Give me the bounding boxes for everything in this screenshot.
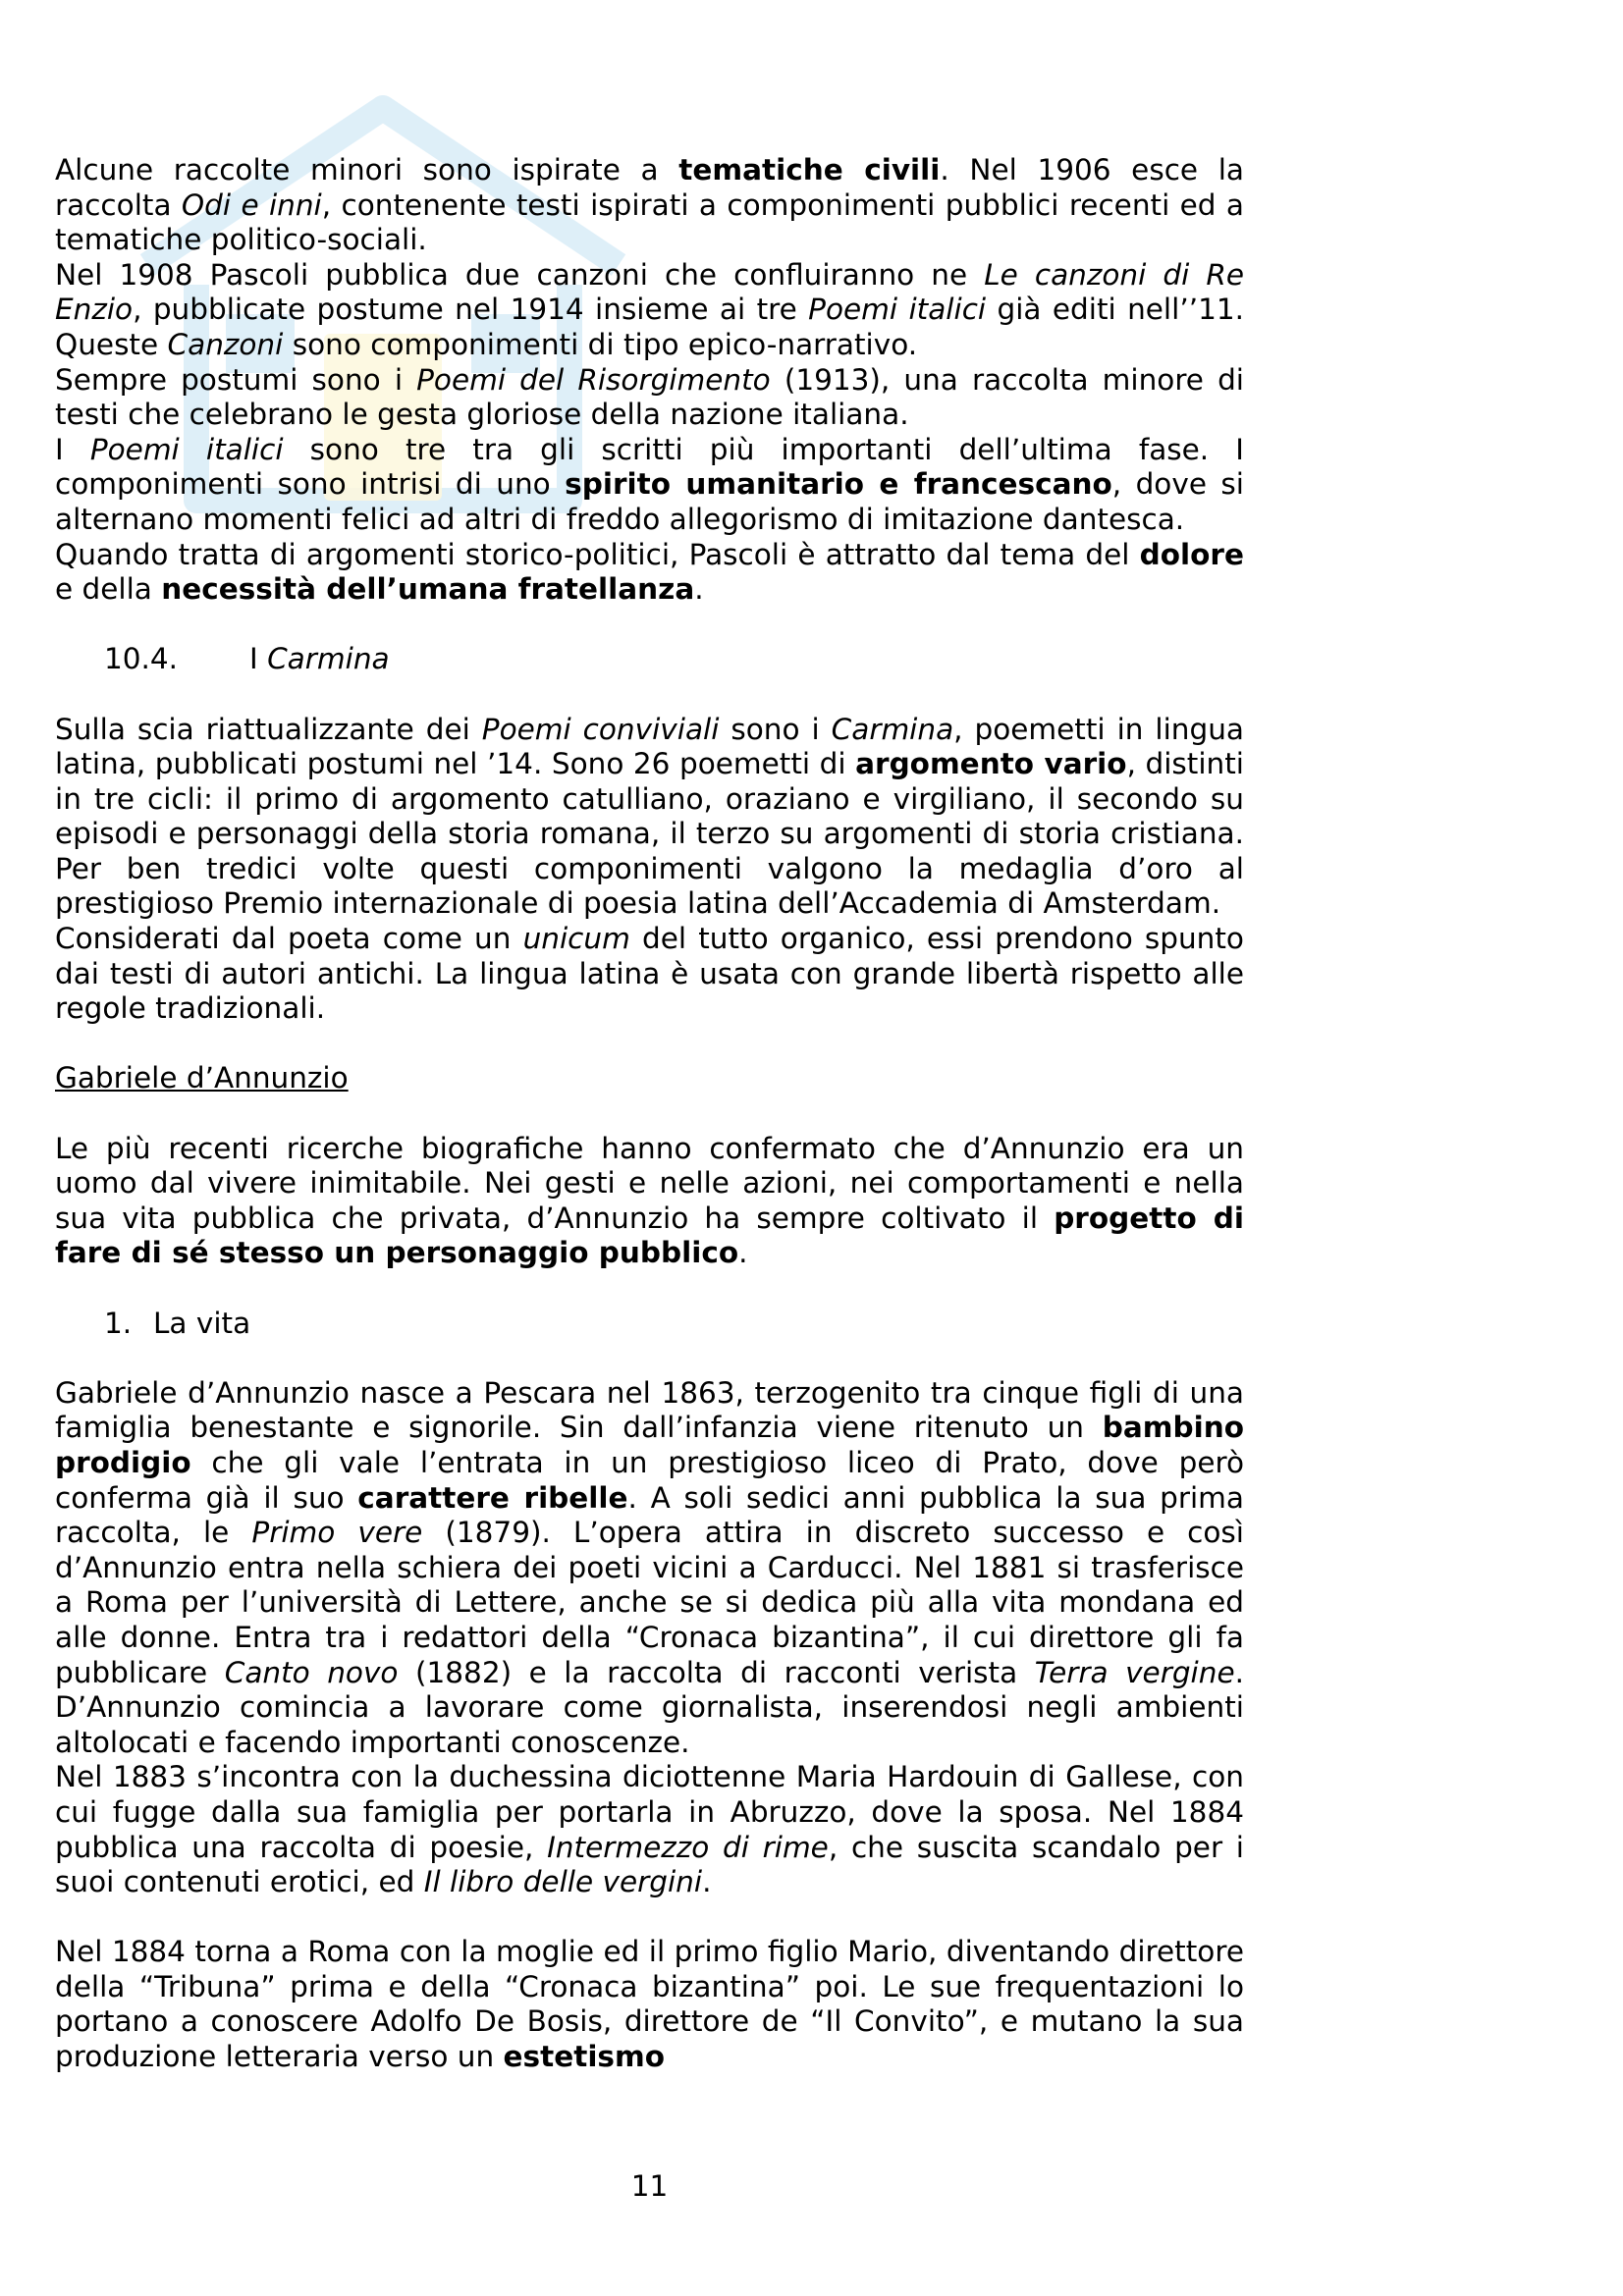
paragraph: I Poemi italici sono tre tra gli scritti più importanti dell’ultima fase. I componimenti sono intrisi di uno spirito umanitario e francescano, dove si alternano momenti felici ad altri di freddo allegorismo di imitazione dantesca. xyxy=(55,432,1244,536)
paragraph: Nel 1908 Pascoli pubblica due canzoni che confluiranno ne Le canzoni di Re Enzio, pubblicate postume nel 1914 insieme ai tre Poemi italici già editi nell’’11. Queste Canzoni sono componimenti di tipo epico-narrativo. xyxy=(55,257,1244,361)
paragraph: Sulla scia riattualizzante dei Poemi conviviali sono i Carmina, poemetti in lingua latina, pubblicati postumi nel ’14. Sono 26 poemetti di argomento vario, distinti in tre cicli: il primo di argomento catulliano, oraziano e virgiliano, il secondo su episodi e personaggi della storia romana, il terzo su argomenti di storia cristiana. Per ben tredici volte questi componimenti valgono la medaglia d’oro al prestigioso Premio internazionale di poesia latina dell’Accademia di Amsterdam. xyxy=(55,712,1245,921)
heading-number: 10.4. xyxy=(104,642,179,676)
heading-title: La vita xyxy=(153,1306,251,1340)
paragraph: Quando tratta di argomenti storico-politici, Pascoli è attratto dal tema del dolore e della necessità dell’umana fratellanza. xyxy=(55,537,1244,607)
subsection-heading: 10.4. I Carmina xyxy=(104,642,390,676)
page-number: 11 xyxy=(630,2169,669,2203)
paragraph: Le più recenti ricerche biografiche hanno confermato che d’Annunzio era un uomo dal vivere inimitabile. Nei gesti e nelle azioni, nei comportamenti e nella sua vita pubblica che privata, d’Annunzio ha sempre coltivato il progetto di fare di sé stesso un personaggio pubblico. xyxy=(55,1131,1244,1270)
subsection-heading xyxy=(55,1307,1244,1342)
paragraph: Nel 1883 s’incontra con la duchessina diciottenne Maria Hardouin di Gallese, con cui fugge dalla sua famiglia per portarla in Abruzzo, dove la sposa. Nel 1884 pubblica una raccolta di poesie, Intermezzo di rime, che suscita scandalo per i suoi contenuti erotici, ed Il libro delle vergini. xyxy=(55,1760,1244,1899)
paragraph: Nel 1884 torna a Roma con la moglie ed il primo figlio Mario, diventando direttore della “Tribuna” prima e della “Cronaca bizantina” poi. Le sue frequentazioni lo portano a conoscere Adolfo De Bosis, direttore de “Il Convito”, e mutano la sua produzione letteraria verso un estetismo xyxy=(55,1935,1244,2074)
paragraph: Alcune raccolte minori sono ispirate a tematiche civili. Nel 1906 esce la raccolta Odi e inni, contenente testi ispirati a componimenti pubblici recenti ed a tematiche politico-sociali. xyxy=(55,153,1244,257)
paragraph: Sempre postumi sono i Poemi del Risorgimento (1913), una raccolta minore di testi che celebrano le gesta gloriose della nazione italiana. xyxy=(55,362,1244,432)
paragraph: Considerati dal poeta come un unicum del tutto organico, essi prendono spunto dai testi di autori antichi. La lingua latina è usata con grande libertà rispetto alle regole tradizionali. xyxy=(55,922,1244,1026)
paragraph: Gabriele d’Annunzio nasce a Pescara nel 1863, terzogenito tra cinque figli di una famiglia benestante e signorile. Sin dall’infanzia viene ritenuto un bambino prodigio che gli vale l’entrata in un prestigioso liceo di Prato, dove però conferma già il suo carattere ribelle. A soli sedici anni pubblica la sua prima raccolta, le Primo vere (1879). L’opera attira in discreto successo e così d’Annunzio entra nella schiera dei poeti vicini a Carducci. Nel 1881 si trasferisce a Roma per l’università di Lettere, anche se si dedica più alla vita mondana ed alle donne. Entra tra i redattori della “Cronaca bizantina”, il cui direttore gli fa pubblicare Canto novo (1882) e la raccolta di racconti verista Terra vergine. D’Annunzio comincia a lavorare come giornalista, inserendosi negli ambienti altolocati e facendo importanti conoscenze. xyxy=(55,1375,1245,1759)
document-body xyxy=(55,153,1244,2075)
section-heading: Gabriele d’Annunzio xyxy=(55,1061,349,1095)
heading-number: 1. xyxy=(104,1306,133,1340)
